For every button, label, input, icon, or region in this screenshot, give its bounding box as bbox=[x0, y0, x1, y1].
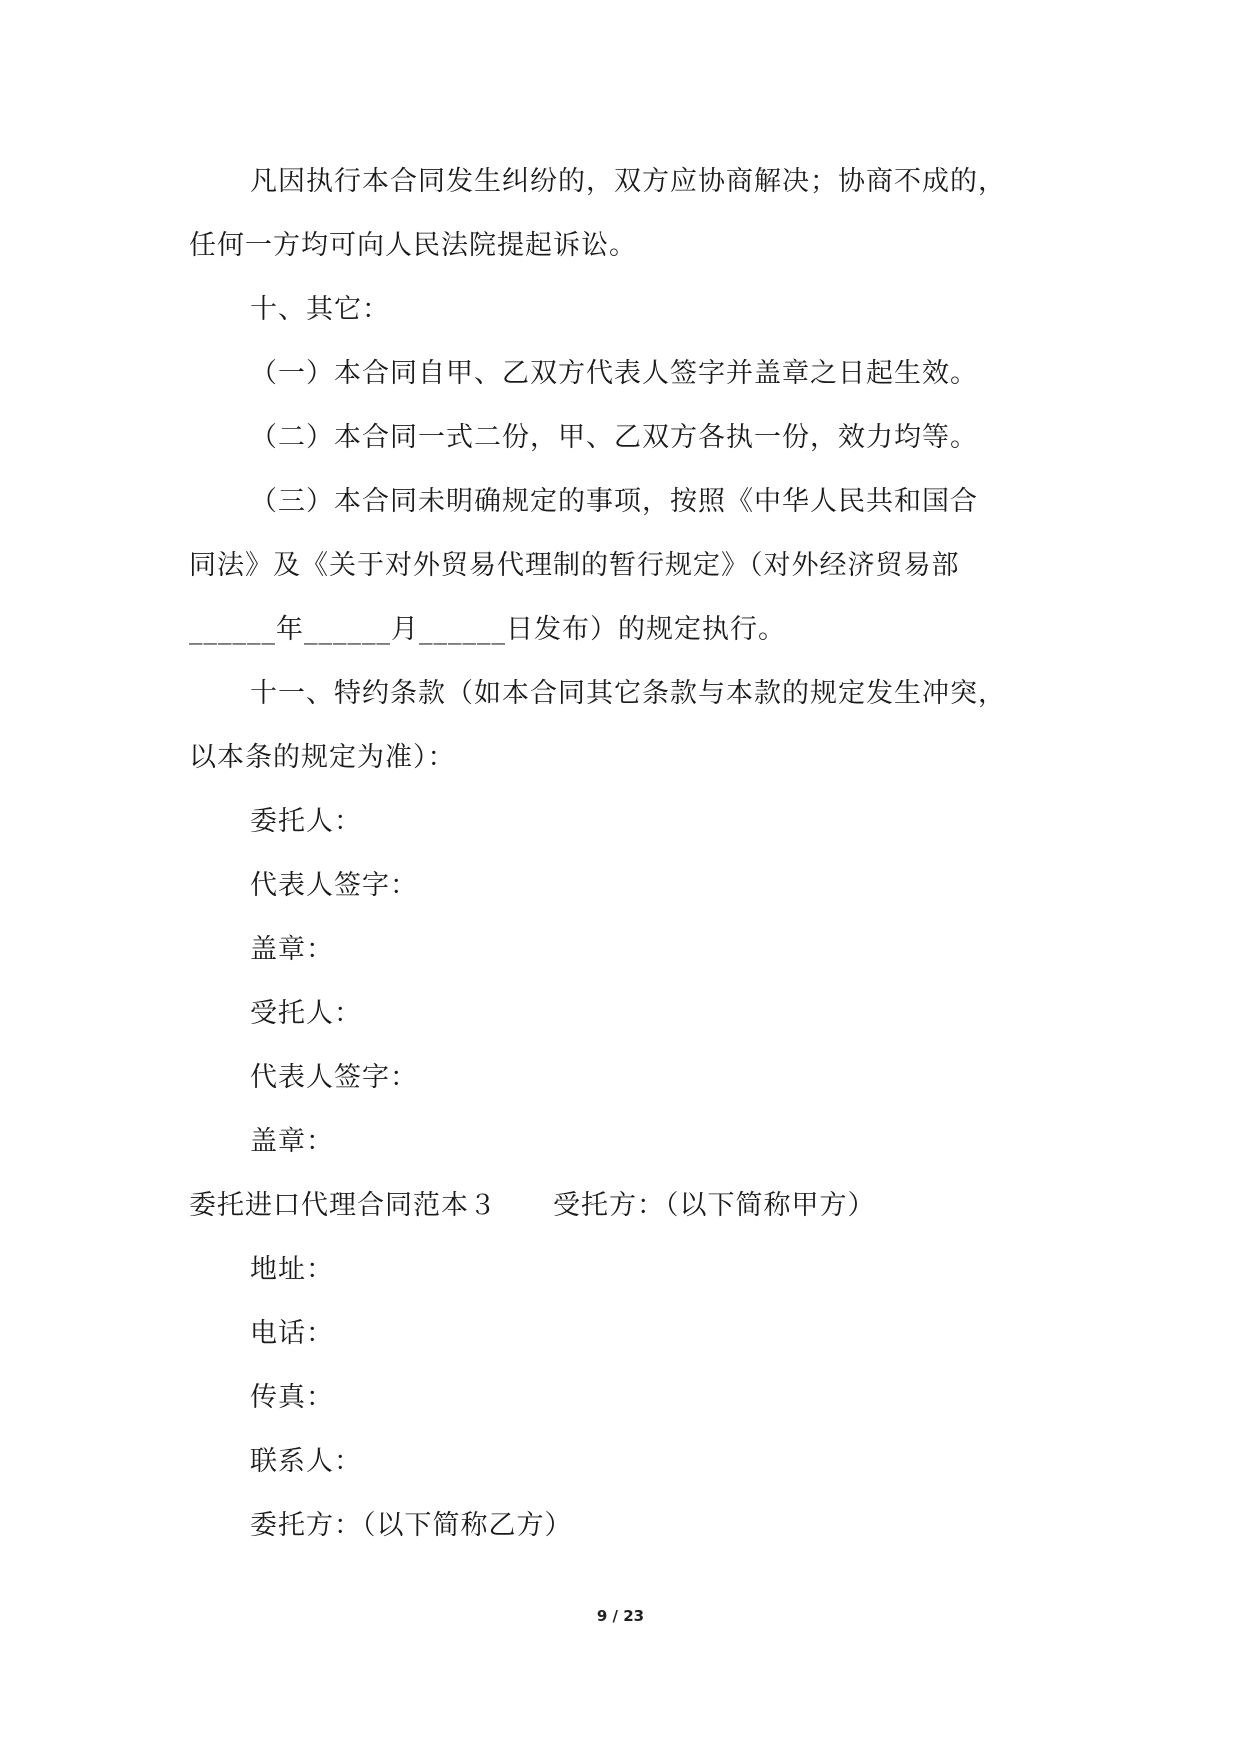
section-heading: 十一、特约条款（如本合同其它条款与本款的规定发生冲突， bbox=[250, 678, 1006, 709]
clause-item: （一）本合同自甲、乙双方代表人签字并盖章之日起生效。 bbox=[250, 358, 978, 389]
signature-field-label: 委托人： bbox=[250, 806, 362, 837]
signature-field-label: 受托人： bbox=[250, 998, 362, 1029]
contact-field-label: 传真： bbox=[250, 1382, 334, 1413]
party-label: 委托方：（以下简称乙方） bbox=[250, 1510, 573, 1541]
signature-field-label: 代表人签字： bbox=[250, 1062, 418, 1093]
contact-field-label: 电话： bbox=[250, 1318, 334, 1349]
paragraph-line: 以本条的规定为准）： bbox=[189, 742, 456, 773]
section-heading: 十、其它： bbox=[250, 294, 390, 325]
contact-field-label: 地址： bbox=[250, 1254, 334, 1285]
contract-title-line: 委托进口代理合同范本３ 受托方：（以下简称甲方） bbox=[189, 1190, 876, 1221]
signature-field-label: 代表人签字： bbox=[250, 870, 418, 901]
clause-item: （二）本合同一式二份，甲、乙双方各执一份，效力均等。 bbox=[250, 422, 978, 453]
page-number: 9 / 23 bbox=[596, 1607, 645, 1625]
clause-item: （三）本合同未明确规定的事项，按照《中华人民共和国合 bbox=[250, 486, 978, 517]
paragraph-line: 凡因执行本合同发生纠纷的，双方应协商解决；协商不成的， bbox=[250, 166, 1006, 197]
paragraph-line: ______年______月______日发布）的规定执行。 bbox=[189, 614, 786, 645]
paragraph-line: 同法》及《关于对外贸易代理制的暂行规定》（对外经济贸易部 bbox=[189, 550, 960, 581]
signature-field-label: 盖章： bbox=[250, 1126, 334, 1157]
paragraph-line: 任何一方均可向人民法院提起诉讼。 bbox=[189, 230, 637, 261]
contact-field-label: 联系人： bbox=[250, 1446, 362, 1477]
signature-field-label: 盖章： bbox=[250, 934, 334, 965]
